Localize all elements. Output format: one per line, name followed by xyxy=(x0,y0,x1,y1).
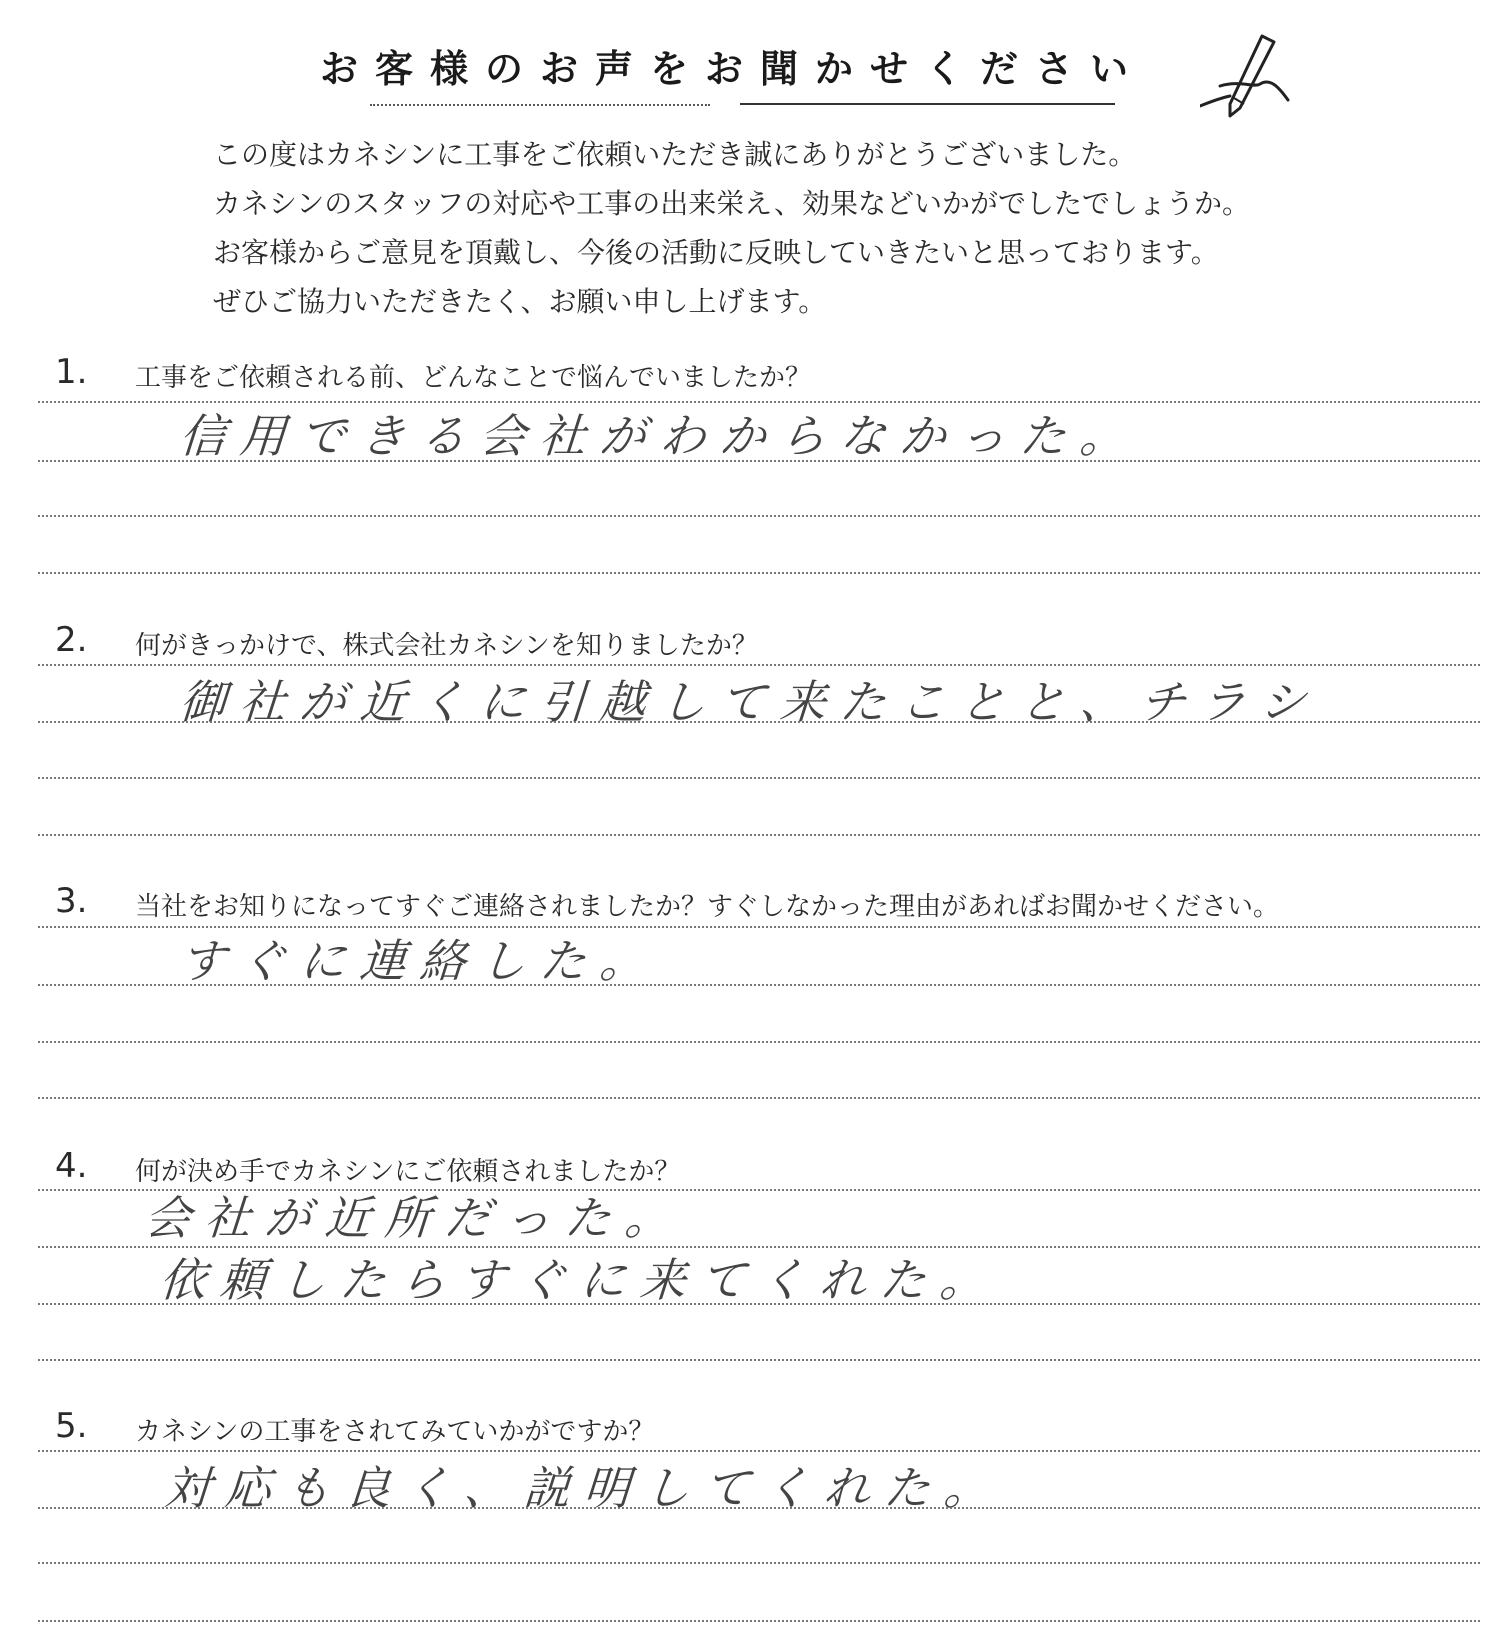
answer-line xyxy=(38,1562,1480,1564)
answer-line xyxy=(38,1246,1480,1248)
survey-header xyxy=(0,0,1501,120)
answer-line xyxy=(38,1620,1480,1622)
answer-line xyxy=(38,401,1480,403)
question-number: 3. xyxy=(55,881,88,921)
answer-text: 信用できる会社がわからなかった。 xyxy=(177,409,1142,463)
question-number: 5. xyxy=(55,1406,88,1446)
answer-line xyxy=(38,777,1480,779)
answer-line xyxy=(38,1097,1480,1099)
intro-line: お客様からご意見を頂戴し、今後の活動に反映していきたいと思っております。 xyxy=(213,236,1219,269)
question-text: カネシンの工事をされてみていかがですか？ xyxy=(135,1417,655,1447)
question-number: 4. xyxy=(55,1146,88,1186)
answer-line xyxy=(38,1359,1480,1361)
intro-line: ぜひご協力いただきたく、お願い申し上げます。 xyxy=(213,285,827,318)
question-number: 1. xyxy=(55,352,88,392)
answer-line xyxy=(38,1041,1480,1043)
answer-text: 対応も良く、説明してくれた。 xyxy=(162,1461,1006,1515)
question-text: 工事をご依頼される前、どんなことで悩んでいましたか？ xyxy=(135,363,812,393)
answer-line xyxy=(38,834,1480,836)
question-text: 何がきっかけで、株式会社カネシンを知りましたか？ xyxy=(135,631,758,661)
answer-text: 御社が近くに引越して来たことと、チラシ xyxy=(177,675,1322,729)
answer-text: すぐに連絡した。 xyxy=(177,934,662,988)
answer-text: 依頼したらすぐに来てくれた。 xyxy=(157,1253,1002,1307)
answer-line xyxy=(38,1507,1480,1509)
question-text: 何が決め手でカネシンにご依頼されましたか？ xyxy=(135,1157,681,1187)
intro-line: この度はカネシンに工事をご依頼いただき誠にありがとうございました。 xyxy=(213,138,1137,171)
answer-line xyxy=(38,1303,1480,1305)
answer-line xyxy=(38,721,1480,723)
title-underline xyxy=(740,103,1115,105)
answer-line xyxy=(38,515,1480,517)
answer-line xyxy=(38,572,1480,574)
intro-message xyxy=(213,130,1463,326)
answer-line xyxy=(38,1189,1480,1191)
intro-line: カネシンのスタッフの対応や工事の出来栄え、効果などいかがでしたでしょうか。 xyxy=(213,187,1250,220)
page-title: お客様のお声をお聞かせください xyxy=(320,47,1146,91)
title-dotted-rule xyxy=(370,104,710,106)
question-number: 2. xyxy=(55,620,88,660)
answer-line xyxy=(38,1450,1480,1452)
answer-line xyxy=(38,926,1480,928)
answer-line xyxy=(38,664,1480,666)
question-text: 当社をお知りになってすぐご連絡されましたか？すぐしなかった理由があればお聞かせください。 xyxy=(135,892,1280,922)
answer-text: 会社が近所だった。 xyxy=(142,1191,687,1245)
pen-icon xyxy=(1200,28,1290,123)
answer-line xyxy=(38,460,1480,462)
answer-line xyxy=(38,984,1480,986)
